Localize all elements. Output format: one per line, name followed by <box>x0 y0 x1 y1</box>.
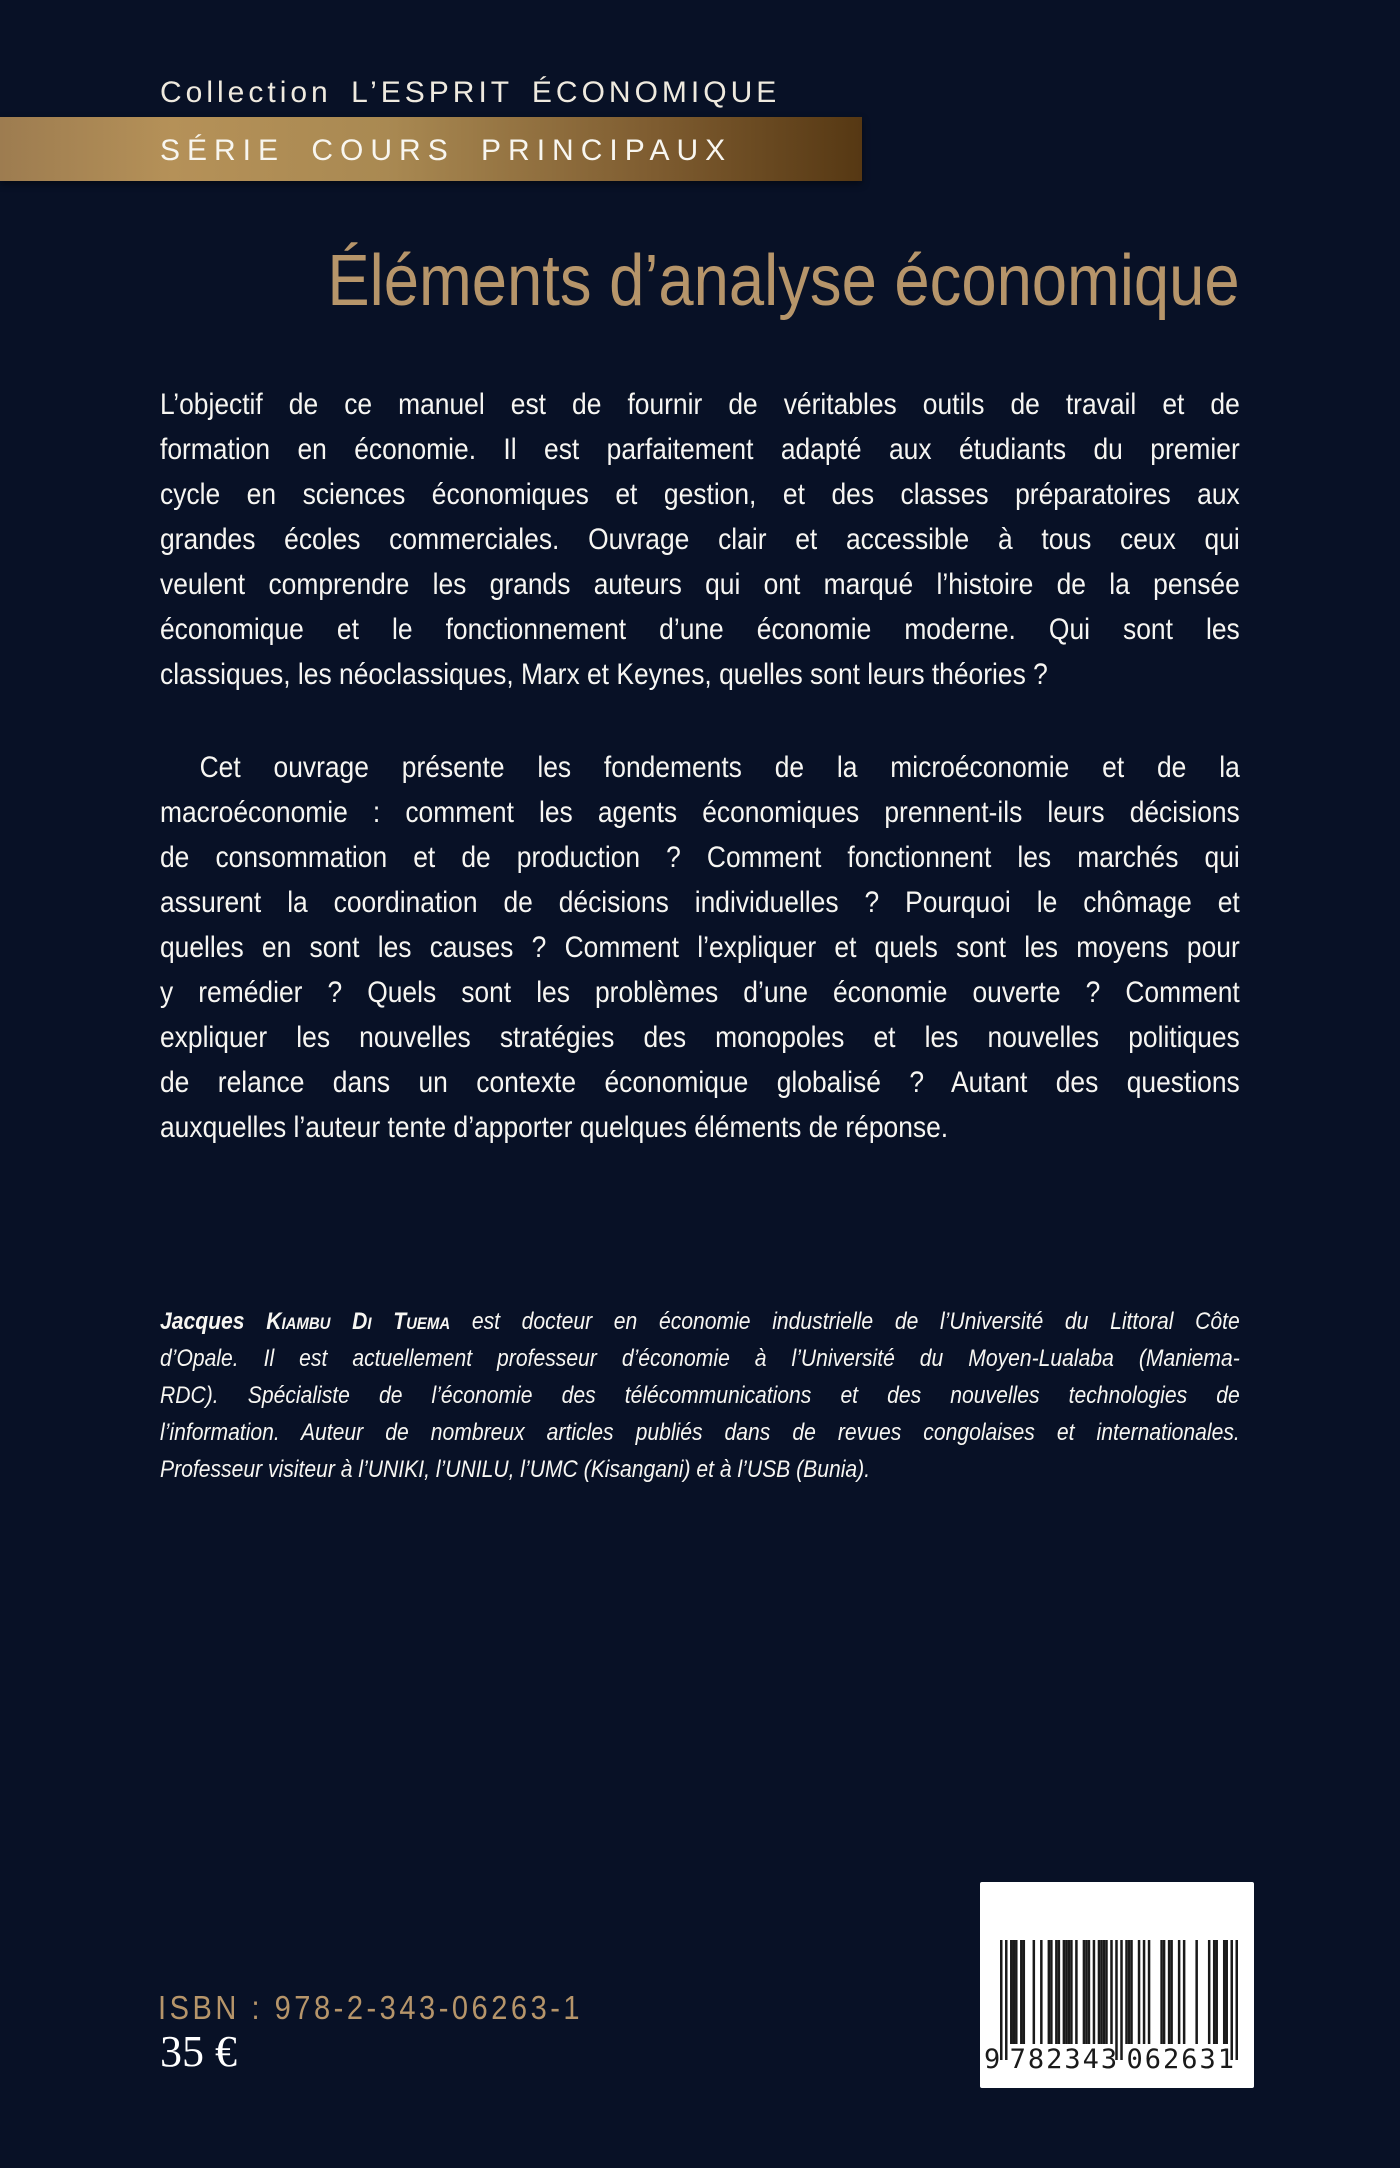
synopsis-line: quelles en sont les causes ? Comment l’expliquer et quels sont les moyens pour <box>160 931 1240 964</box>
isbn-label: ISBN : 978-2-343-06263-1 <box>158 1989 584 2026</box>
synopsis-line: cycle en sciences économiques et gestion, et des classes préparatoires aux <box>160 478 1240 511</box>
author-bio <box>160 1303 1240 1488</box>
synopsis-line: veulent comprendre les grands auteurs qui ont marqué l’histoire de la pensée <box>160 568 1240 601</box>
synopsis-line: auxquelles l’auteur tente d’apporter quelques éléments de réponse. <box>160 1111 949 1144</box>
author-first-name: Jacques <box>160 1308 245 1335</box>
bio-line: d’Opale. Il est actuellement professeur d’économie à l’Université du Moyen-Lualaba (Maniema- <box>160 1345 1240 1372</box>
author-last-name: Kiambu Di Tuema <box>244 1308 451 1335</box>
barcode <box>980 1882 1254 2088</box>
synopsis-line: expliquer les nouvelles stratégies des monopoles et les nouvelles politiques <box>160 1021 1240 1054</box>
synopsis-line: grandes écoles commerciales. Ouvrage clair et accessible à tous ceux qui <box>160 523 1240 556</box>
collection-label: Collection L’ESPRIT ÉCONOMIQUE <box>160 76 781 109</box>
barcode-digit-group: 062631 <box>1126 2044 1236 2075</box>
synopsis-line: macroéconomie : comment les agents économiques prennent-ils leurs décisions <box>160 796 1240 829</box>
synopsis-line: Cet ouvrage présente les fondements de la microéconomie et de la <box>199 751 1240 784</box>
synopsis-line: formation en économie. Il est parfaitement adapté aux étudiants du premier <box>160 433 1240 466</box>
series-bar <box>0 117 862 181</box>
series-label: SÉRIE COURS PRINCIPAUX <box>160 134 733 167</box>
book-title: Éléments d’analyse économique <box>327 241 1240 321</box>
synopsis-line: de relance dans un contexte économique globalisé ? Autant des questions <box>160 1066 1240 1099</box>
barcode-bars-icon <box>1000 1940 1238 2060</box>
synopsis-paragraph-1 <box>160 382 1240 697</box>
bio-line: RDC). Spécialiste de l’économie des télécommunications et des nouvelles technologies de <box>160 1382 1240 1409</box>
bio-line: l’information. Auteur de nombreux articles publiés dans de revues congolaises et internationales. <box>160 1419 1240 1446</box>
synopsis-line: économique et le fonctionnement d’une économie moderne. Qui sont les <box>160 613 1240 646</box>
synopsis-line: y remédier ? Quels sont les problèmes d’une économie ouverte ? Comment <box>160 976 1240 1009</box>
barcode-digit-group: 9 <box>984 2044 1003 2075</box>
synopsis-line: assurent la coordination de décisions individuelles ? Pourquoi le chômage et <box>160 886 1240 919</box>
barcode-number <box>984 2046 1236 2073</box>
synopsis-line: classiques, les néoclassiques, Marx et Keynes, quelles sont leurs théories ? <box>160 658 1048 691</box>
barcode-digit-group: 782343 <box>1009 2044 1120 2075</box>
synopsis-paragraph-2 <box>160 745 1240 1150</box>
synopsis-line: L’objectif de ce manuel est de fournir de véritables outils de travail et de <box>160 388 1240 421</box>
synopsis-line: de consommation et de production ? Comment fonctionnent les marchés qui <box>160 841 1240 874</box>
bio-line <box>160 1303 1240 1340</box>
bio-text: est docteur en économie industrielle de l’Université du Littoral Côte <box>450 1308 1240 1335</box>
bio-line: Professeur visiteur à l’UNIKI, l’UNILU, l’UMC (Kisangani) et à l’USB (Bunia). <box>160 1456 871 1483</box>
price-label: 35 € <box>160 2027 237 2076</box>
